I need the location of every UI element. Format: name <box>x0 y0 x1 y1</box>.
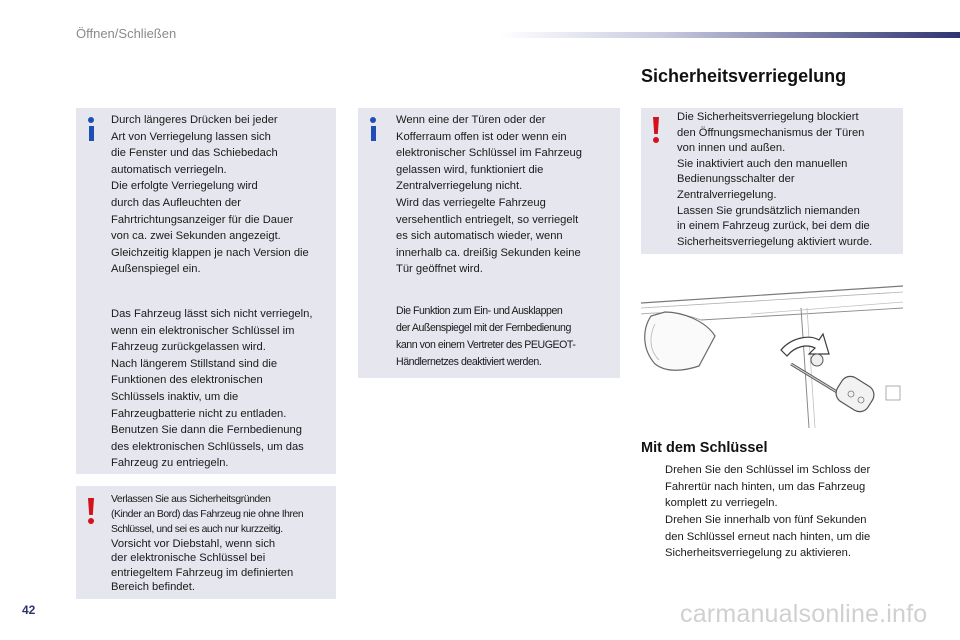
text-line: Lassen Sie grundsätzlich niemanden <box>677 204 860 217</box>
text-line: automatisch verriegeln. <box>111 163 227 176</box>
info-icon <box>367 117 379 141</box>
text-line: gelassen wird, funktioniert die <box>396 163 544 176</box>
header-gradient-bar <box>500 32 960 38</box>
warning-box-key-safety-text <box>111 492 335 537</box>
info-box-locking-text <box>111 112 333 278</box>
text-line: Sie inaktiviert auch den manuellen <box>677 157 848 170</box>
text-line: es sich automatisch wieder, wenn <box>396 230 563 243</box>
text-line: den Schlüssel erneut nach hinten, um die <box>665 530 871 543</box>
text-line: (Kinder an Bord) das Fahrzeug nie ohne Ihren <box>111 509 304 520</box>
text-line: von ca. zwei Sekunden angezeigt. <box>111 230 281 243</box>
warning-icon <box>85 498 97 524</box>
text-line: Zentralverriegelung. <box>677 188 777 201</box>
text-line: elektronischer Schlüssel im Fahrzeug <box>396 147 582 160</box>
text-line: der Außenspiegel mit der Fernbedienung <box>396 322 571 334</box>
page-number: 42 <box>22 603 36 617</box>
text-line: Zentralverriegelung nicht. <box>396 180 523 193</box>
info-box-mirrors-text <box>396 303 618 371</box>
door-lock-key-illustration <box>641 268 903 433</box>
text-line: Bedienungsschalter der <box>677 173 795 186</box>
text-line: Verlassen Sie aus Sicherheitsgründen <box>111 494 271 505</box>
warning-box-key-safety <box>76 486 336 599</box>
text-line: Fahrzeugbatterie nicht zu entladen. <box>111 407 287 420</box>
text-line: Tür geöffnet wird. <box>396 263 483 276</box>
text-line: Wird das verriegelte Fahrzeug <box>396 196 546 209</box>
text-line: Nach längerem Stillstand sind die <box>111 357 278 370</box>
text-line: Schlüssels inaktiv, um die <box>111 390 239 403</box>
text-line: Schlüssel, und sei es auch nur kurzzeitig. <box>111 524 283 535</box>
text-line: entriegeltem Fahrzeug im definierten <box>111 566 294 579</box>
text-line: Kofferraum offen ist oder wenn ein <box>396 130 567 143</box>
info-box-doors-open-text <box>396 112 618 278</box>
info-box-doors-open <box>358 108 620 378</box>
warning-icon <box>650 117 662 143</box>
info-box-key-inside-text <box>111 306 333 472</box>
text-line: Sicherheitsverriegelung aktiviert wurde. <box>677 235 873 248</box>
text-line: Außenspiegel ein. <box>111 263 201 276</box>
info-box-locking <box>76 108 336 474</box>
warning-box-deadlock-text <box>677 110 901 250</box>
page-header-title: Öffnen/Schließen <box>76 26 177 41</box>
text-line: Wenn eine der Türen oder der <box>396 114 546 126</box>
text-line: Fahrertür nach hinten, um das Fahrzeug <box>665 480 866 493</box>
text-line: von innen und außen. <box>677 142 786 155</box>
text-line: Die Sicherheitsverriegelung blockiert <box>677 111 859 123</box>
text-line: versehentlich entriegelt, so verriegelt <box>396 213 579 226</box>
text-line: die Fenster und das Schiebedach <box>111 147 278 160</box>
text-line: den Öffnungsmechanismus der Türen <box>677 126 865 139</box>
text-line: Fahrzeug zurückgelassen wird. <box>111 341 266 354</box>
text-line: Die erfolgte Verriegelung wird <box>111 180 258 193</box>
warning-box-theft-text <box>111 537 335 595</box>
text-line: Fahrtrichtungsanzeiger für die Dauer <box>111 213 294 226</box>
text-line: Sicherheitsverriegelung zu aktivieren. <box>665 547 851 560</box>
text-line: Fahrzeug zu entriegeln. <box>111 457 229 470</box>
text-line: Art von Verriegelung lassen sich <box>111 130 271 143</box>
warning-box-deadlock <box>641 108 903 254</box>
text-line: Funktionen des elektronischen <box>111 374 263 387</box>
text-line: innerhalb ca. dreißig Sekunden keine <box>396 246 581 259</box>
text-line: Benutzen Sie dann die Fernbedienung <box>111 424 302 437</box>
text-line: kann von einem Vertreter des PEUGEOT- <box>396 339 576 351</box>
text-line: in einem Fahrzeug zurück, bei dem die <box>677 220 870 233</box>
text-line: Drehen Sie den Schlüssel im Schloss der <box>665 464 871 476</box>
text-line: der elektronische Schlüssel bei <box>111 552 266 565</box>
text-line: Bereich befindet. <box>111 581 195 594</box>
text-line: Gleichzeitig klappen je nach Version die <box>111 246 309 259</box>
watermark: carmanualsonline.info <box>680 600 928 628</box>
info-icon <box>85 117 97 141</box>
text-line: Die Funktion zum Ein- und Ausklappen <box>396 305 563 317</box>
text-line: Das Fahrzeug lässt sich nicht verriegeln, <box>111 308 313 320</box>
text-line: Vorsicht vor Diebstahl, wenn sich <box>111 538 276 550</box>
text-line: komplett zu verriegeln. <box>665 497 778 510</box>
key-section-heading: Mit dem Schlüssel <box>641 440 768 456</box>
text-line: durch das Aufleuchten der <box>111 196 241 209</box>
text-line: Drehen Sie innerhalb von fünf Sekunden <box>665 514 867 526</box>
text-line: wenn ein elektronischer Schlüssel im <box>111 324 295 337</box>
text-line: Durch längeres Drücken bei jeder <box>111 114 278 126</box>
section-heading: Sicherheitsverriegelung <box>641 66 847 86</box>
text-line: Händlernetzes deaktiviert werden. <box>396 356 542 368</box>
text-line: des elektronischen Schlüssels, um das <box>111 440 304 453</box>
